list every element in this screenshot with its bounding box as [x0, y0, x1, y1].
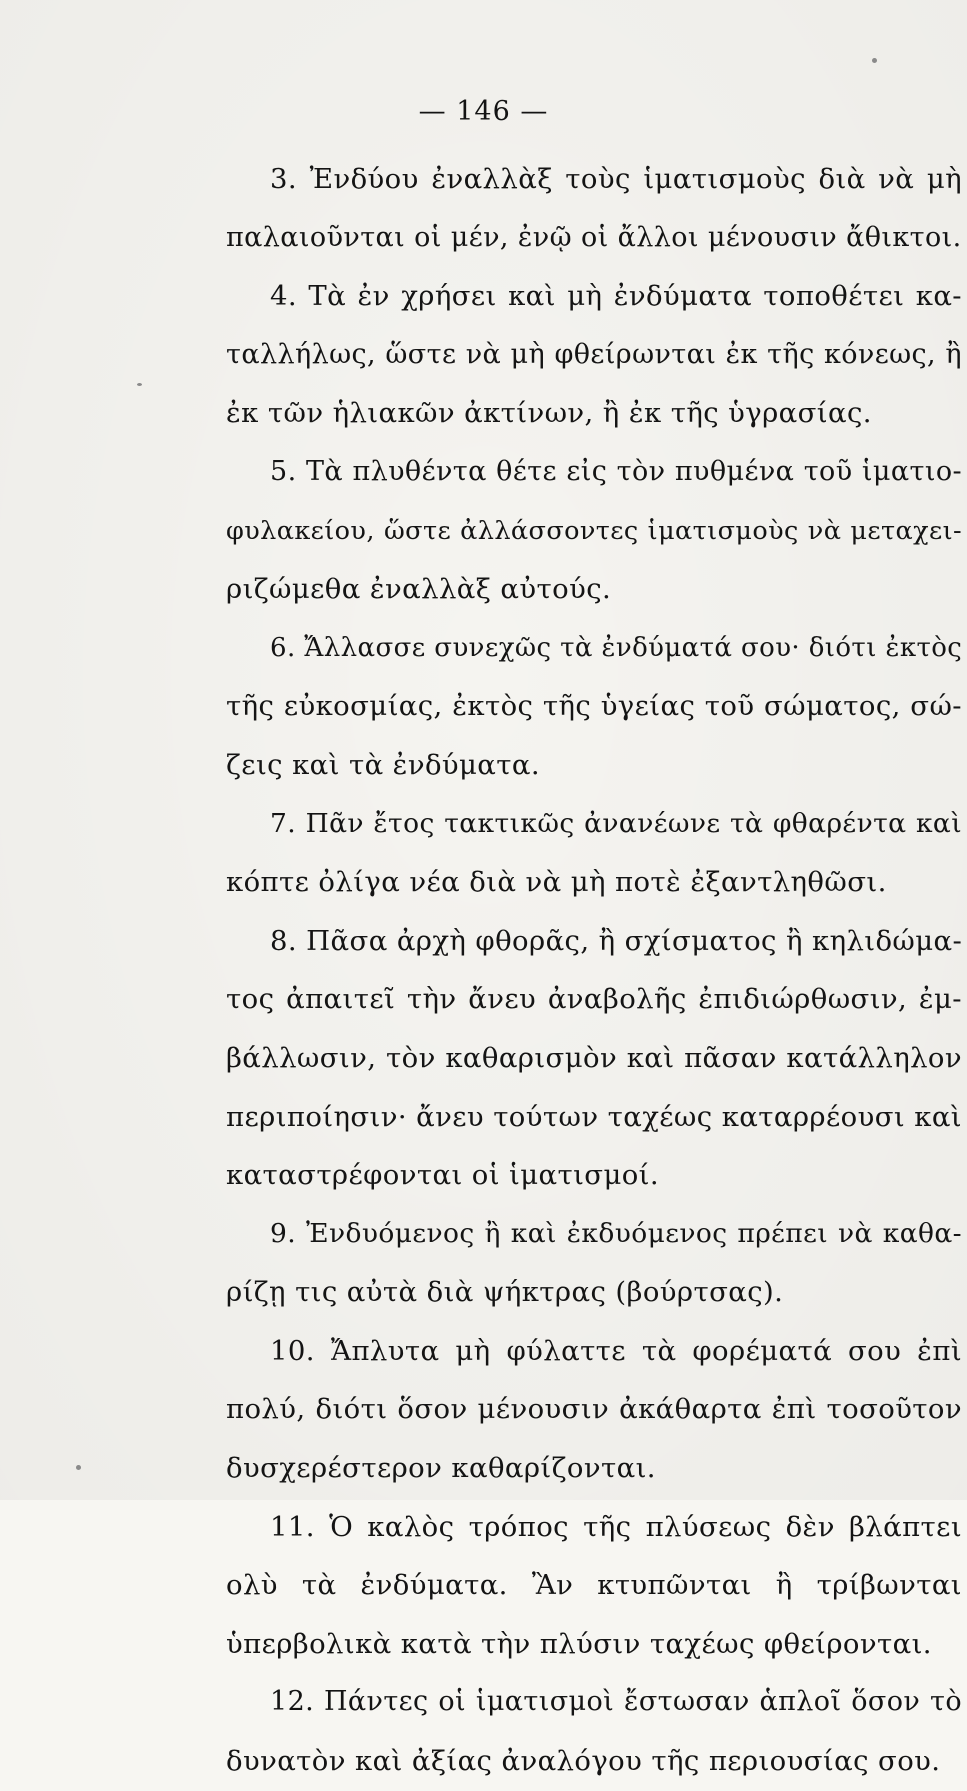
text-line: ταλλήλως, ὥστε νὰ μὴ φθείρωνται ἐκ τῆς κόνεως, ἢ — [226, 338, 962, 370]
body-text — [226, 150, 962, 1791]
paper-speck — [137, 383, 142, 386]
text-line: τος ἀπαιτεῖ τὴν ἄνευ ἀναβολῆς ἐπιδιώρθωσιν, ἐμ- — [226, 983, 962, 1016]
text-line: ζεις καὶ τὰ ἐνδύματα. — [226, 748, 541, 781]
text-line: 5. Τὰ πλυθέντα θέτε εἰς τὸν πυθμένα τοῦ ἱματιο- — [270, 455, 962, 487]
text-line: πολύ, διότι ὅσον μένουσιν ἀκάθαρτα ἐπὶ τοσοῦτον — [226, 1393, 962, 1426]
text-line: 12. Πάντες οἱ ἱματισμοὶ ἔστωσαν ἁπλοῖ ὅσον τὸ — [270, 1686, 962, 1718]
text-line: 7. Πᾶν ἔτος τακτικῶς ἀνανέωνε τὰ φθαρέντα καὶ — [270, 807, 962, 839]
text-line: 10. Ἄπλυτα μὴ φύλαττε τὰ φορέματά σου ἐπὶ — [270, 1334, 962, 1367]
text-line: περιποίησιν· ἄνευ τούτων ταχέως καταρρέουσι καὶ — [226, 1100, 962, 1133]
text-line: ὑπερβολικὰ κατὰ τὴν πλύσιν ταχέως φθείρονται. — [226, 1627, 932, 1660]
text-line: ρίζῃ τις αὐτὰ διὰ ψήκτρας (βούρτσας). — [226, 1276, 784, 1309]
text-line: 4. Τὰ ἐν χρήσει καὶ μὴ ἐνδύματα τοποθέτει κα- — [270, 280, 962, 313]
text-line: κόπτε ὀλίγα νέα διὰ νὰ μὴ ποτὲ ἐξαντληθῶσι. — [226, 866, 887, 899]
text-line: 3. Ἐνδύου ἐναλλὰξ τοὺς ἱματισμοὺς διὰ νὰ μὴ — [270, 163, 962, 195]
text-line: δυνατὸν καὶ ἀξίας ἀναλόγου τῆς περιουσίας σου. — [226, 1745, 941, 1778]
text-line: 6. Ἄλλασσε συνεχῶς τὰ ἐνδύματά σου· διότι ἐκτὸς — [270, 632, 963, 663]
text-line: καταστρέφονται οἱ ἱματισμοί. — [226, 1159, 660, 1192]
text-line: φυλακείου, ὥστε ἀλλάσσοντες ἱματισμοὺς νὰ μεταχει- — [226, 515, 962, 546]
text-line: δυσχερέστερον καθαρίζονται. — [226, 1452, 656, 1485]
text-line: παλαιοῦνται οἱ μέν, ἐνῷ οἱ ἄλλοι μένουσιν ἄθικτοι. — [226, 221, 962, 253]
page-number: — 146 — — [418, 96, 549, 127]
text-line: ριζώμεθα ἐναλλὰξ αὐτούς. — [226, 573, 612, 606]
text-line: 11. Ὁ καλὸς τρόπος τῆς πλύσεως δὲν βλάπτει — [270, 1510, 962, 1543]
text-line: 9. Ἐνδυόμενος ἢ καὶ ἐκδυόμενος πρέπει νὰ καθα- — [270, 1217, 962, 1249]
text-line: 8. Πᾶσα ἀρχὴ φθορᾶς, ἢ σχίσματος ἢ κηλιδώμα- — [270, 924, 963, 957]
text-line: ολὺ τὰ ἐνδύματα. Ἂν κτυπῶνται ἢ τρίβωνται — [226, 1569, 962, 1602]
text-line: τῆς εὐκοσμίας, ἐκτὸς τῆς ὑγείας τοῦ σώματος, σώ- — [226, 690, 962, 723]
text-line: ἐκ τῶν ἡλιακῶν ἀκτίνων, ἢ ἐκ τῆς ὑγρασίας. — [226, 397, 872, 430]
paper-speck — [76, 1465, 81, 1470]
paper-speck — [872, 58, 877, 63]
text-line: βάλλωσιν, τὸν καθαρισμὸν καὶ πᾶσαν κατάλληλον — [226, 1041, 962, 1074]
